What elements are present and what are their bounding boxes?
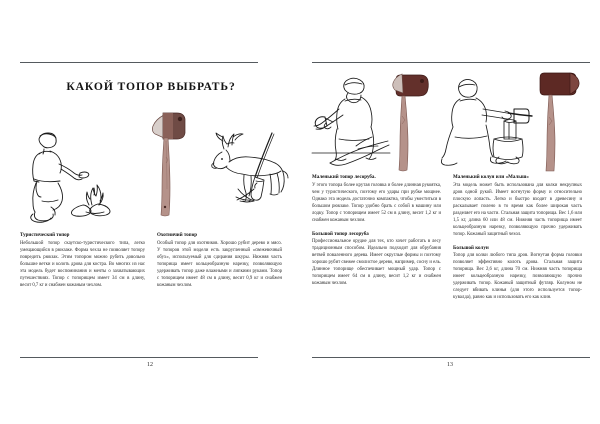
left-column-2 xyxy=(157,233,282,297)
left-page-bottom-rule xyxy=(20,357,258,358)
illustration-big-maul xyxy=(540,71,590,171)
right-column-1 xyxy=(312,175,441,309)
lumberjack-drawing xyxy=(312,71,390,171)
illustration-small-lumberjack-axe xyxy=(390,71,442,171)
left-column-1 xyxy=(20,233,145,297)
right-page xyxy=(300,0,600,424)
block-heading: Туристический топор xyxy=(20,233,70,238)
block-body: У этого топора более крутая головка и более длинная рукоятка, чем у туристического, поэтому его удары при рубке мощнее. Однако эта модель достаточно компактна, чтобы уместиться в большом рюкзаке. Топор удобно брать с собой в машину или лодку. Топор с топорищем имеет 52 см в длину, весит 1,2 кг и снабжен кожаным чехлом. xyxy=(312,182,441,223)
text-block-hunting-axe xyxy=(157,233,282,290)
block-body: Топор для колки любого типа дров. Вогнутая форма головки позволяет эффективно колоть дрова. Стальная защита топорища. Вес 2,6 кг, длина 70 см. Нижняя часть топорища имеет кольцеобразную нарезку, позволяющую прочно удерживать топор. Кожаный защитный футляр. Колуном не следует вбивать клинья (для этого используется топор-кувалда), равно как и использовать его как клин. xyxy=(453,253,582,301)
text-block-big-maul xyxy=(453,246,582,303)
illustration-touring-axe xyxy=(150,109,210,221)
man-splitting-log-drawing xyxy=(442,71,540,171)
right-column-2 xyxy=(453,175,582,309)
left-page-columns xyxy=(20,233,282,297)
block-body: Небольшой топор скаутско-туристического типа, легко умещающийся в рюкзаке. Форма чехла не позволяет топору повредить рюкзак. Этим топором можно рубить довольно большие ветки и колоть дрова для костра. Во многих из нас эта модель будет воспоминания и мечты о захватывающих путешествиях. Топор с топорищем имеет 34 см в длину, весит 0,7 кг и снабжен кожаным чехлом. xyxy=(20,240,145,288)
illustration-man-splitting-log xyxy=(442,71,540,171)
block-heading: Маленький колун или «Малыш» xyxy=(453,175,529,180)
text-block-small-lumberjack-axe xyxy=(312,175,441,225)
block-heading: Маленький топор лесоруба. xyxy=(312,175,376,180)
left-page-top-rule xyxy=(20,62,258,63)
block-body: Особый топор для охотников. Хорошо рубит дерево и мясо. У топоров этой модели есть закругленный «свежевочный обух», используемый для сдирания шкуры. Нижняя часть топорища имеет кольцеобразную нарезку, позволяющую удерживать топор даже влажными и липкими руками. Топор с топорищем имеет 48 см в длину, весит 0,9 кг и снабжен кожаным чехлом. xyxy=(157,240,282,288)
text-block-small-maul xyxy=(453,175,582,239)
block-body: Эта модель может быть использована для колки некрупных дров одной рукой. Имеет вогнутую форму и относительно плоскую лопасть. Легко и быстро входит в древесину и раскалывает полено в то время как более широкая часть разделяет его на части. Стальная защита топорища. Вес 1,6 или 1,5 кг, длина 60 или 48 см. Нижняя часть топорища имеет кольцеобразную нарезку, позволяющую прочно удерживать топор. Кожаный защитный чехол. xyxy=(453,182,582,237)
touring-axe-drawing xyxy=(150,109,210,221)
left-illustration-row xyxy=(20,109,282,221)
right-illustration-row xyxy=(312,71,582,171)
illustration-lumberjack xyxy=(312,71,390,171)
big-maul-drawing xyxy=(540,71,590,171)
right-page-top-rule xyxy=(312,62,590,63)
block-heading: Охотничий топор xyxy=(157,233,198,238)
right-page-columns xyxy=(312,175,582,309)
deer-and-rifle-drawing xyxy=(210,109,306,221)
block-heading: Большой колун xyxy=(453,245,489,251)
illustration-man-at-campfire xyxy=(20,109,150,221)
block-heading: Большой топор лесоруба xyxy=(312,231,369,237)
right-page-bottom-rule xyxy=(312,357,590,358)
left-page-number: 12 xyxy=(147,362,153,368)
block-body: Профессиональное орудие для тех, кто хочет работать в лесу традиционным способом. Идеально подходит для обрубания ветвей поваленного дерева. Имеет округлые формы и поэтому хорошо рубит свежее смолистое дерево, например, сосну и ель. Длинное топорище обеспечивает мощный удар. Топор с топорищем имеет 64 см в длину, весит 1,2 кг и снабжен кожаным чехлом. xyxy=(312,239,441,287)
illustration-deer-and-rifle xyxy=(210,109,306,221)
page-title: КАКОЙ ТОПОР ВЫБРАТЬ? xyxy=(66,80,236,93)
small-lumberjack-axe-drawing xyxy=(390,71,442,171)
text-block-big-lumberjack-axe xyxy=(312,232,441,289)
man-at-campfire-drawing xyxy=(20,109,150,221)
text-block-touring-axe xyxy=(20,233,145,290)
right-page-number: 13 xyxy=(447,362,453,368)
